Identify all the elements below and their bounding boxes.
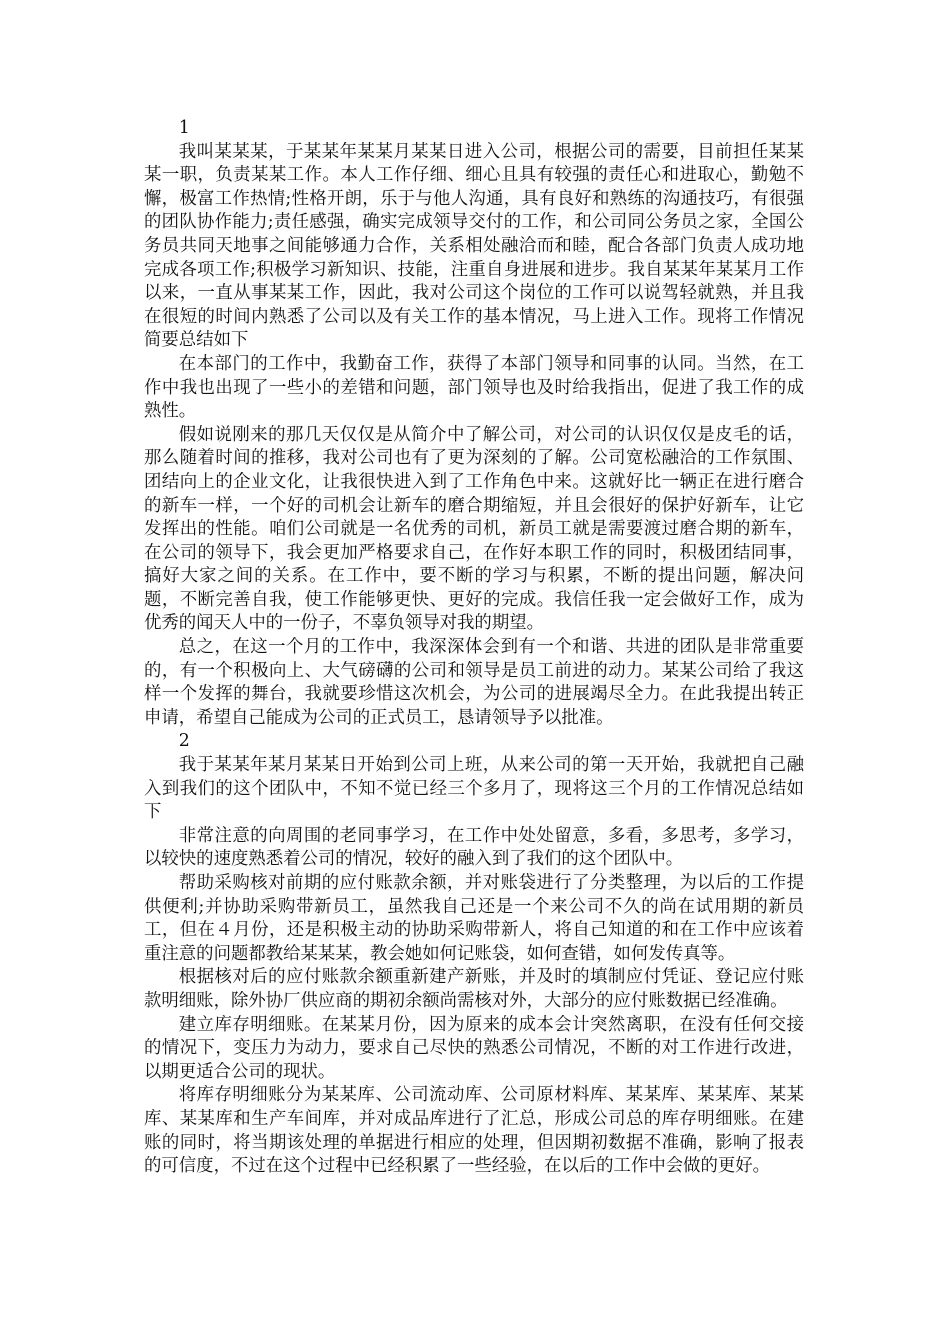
section-1 <box>144 117 804 730</box>
paragraph: 在本部门的工作中，我勤奋工作，获得了本部门领导和同事的认同。当然，在工作中我也出现了一些小的差错和问题，部门领导也及时给我指出，促进了我工作的成熟性。 <box>144 353 804 422</box>
document-body <box>144 117 804 1179</box>
paragraph: 我叫某某某，于某某年某某月某某日进入公司，根据公司的需要，目前担任某某某一职，负责某某工作。本人工作仔细、细心且具有较强的责任心和进取心，勤勉不懈，极富工作热情;性格开朗，乐于与他人沟通，具有良好和熟练的沟通技巧，有很强的团队协作能力;责任感强，确实完成领导交付的工作，和公司同公务员之家，全国公务员共同天地事之间能够通力合作，关系相处融洽而和睦，配合各部门负责人成功地完成各项工作;积极学习新知识、技能，注重自身进展和进步。我自某某年某某月工作以来，一直从事某某工作，因此，我对公司这个岗位的工作可以说驾轻就熟，并且我在很短的时间内熟悉了公司以及有关工作的基本情况，马上进入工作。现将工作情况简要总结如下 <box>144 141 804 351</box>
paragraph: 假如说刚来的那几天仅仅是从简介中了解公司，对公司的认识仅仅是皮毛的话，那么随着时间的推移，我对公司也有了更为深刻的了解。公司宽松融洽的工作氛围、团结向上的企业文化，让我很快进入到了工作角色中来。这就好比一辆正在进行磨合的新车一样，一个好的司机会让新车的磨合期缩短，并且会很好的保护好新车，让它发挥出的性能。咱们公司就是一名优秀的司机，新员工就是需要渡过磨合期的新车，在公司的领导下，我会更加严格要求自己，在作好本职工作的同时，积极团结同事，搞好大家之间的关系。在工作中，要不断的学习与积累，不断的提出问题，解决问题，不断完善自我，使工作能够更快、更好的完成。我信任我一定会做好工作，成为优秀的闻天人中的一份子，不辜负领导对我的期望。 <box>144 424 804 634</box>
paragraph: 非常注意的向周围的老同事学习，在工作中处处留意，多看，多思考，多学习，以较快的速度熟悉着公司的情况，较好的融入到了我们的这个团队中。 <box>144 825 804 870</box>
paragraph: 建立库存明细账。在某某月份，因为原来的成本会计突然离职，在没有任何交接的情况下，变压力为动力，要求自己尽快的熟悉公司情况，不断的对工作进行改进，以期更适合公司的现状。 <box>144 1014 804 1082</box>
paragraph: 将库存明细账分为某某库、公司流动库、公司原材料库、某某库、某某库、某某库、某某库和生产车间库，并对成品库进行了汇总，形成公司总的库存明细账。在建账的同时，将当期该处理的单据进行相应的处理，但因期初数据不准确，影响了报表的可信度，不过在这个过程中已经积累了一些经验，在以后的工作中会做的更好。 <box>144 1085 804 1177</box>
section-number: 1 <box>178 118 190 138</box>
section-2 <box>144 730 804 1178</box>
section-number: 2 <box>178 731 190 752</box>
paragraph: 根据核对后的应付账款余额重新建产新账，并及时的填制应付凭证、登记应付账款明细账，除外协厂供应商的期初余额尚需核对外，大部分的应付账数据已经准确。 <box>144 967 804 1011</box>
paragraph: 总之，在这一个月的工作中，我深深体会到有一个和谐、共进的团队是非常重要的，有一个积极向上、大气磅礴的公司和领导是员工前进的动力。某某公司给了我这样一个发挥的舞台，我就要珍惜这次机会，为公司的进展竭尽全力。在此我提出转正申请，希望自己能成为公司的正式员工，恳请领导予以批准。 <box>144 637 804 728</box>
paragraph: 我于某某年某月某某日开始到公司上班，从来公司的第一天开始，我就把自己融入到我们的这个团队中，不知不觉已经三个多月了，现将这三个月的工作情况总结如下 <box>144 755 804 823</box>
paragraph: 帮助采购核对前期的应付账款余额，并对账袋进行了分类整理，为以后的工作提供便利;并协助采购带新员工，虽然我自己还是一个来公司不久的尚在试用期的新员工，但在４月份，还是积极主动的协助采购带新人，将自己知道的和在工作中应该着重注意的问题都教给某某某，教会她如何记账袋，如何查错，如何发传真等。 <box>144 873 804 964</box>
